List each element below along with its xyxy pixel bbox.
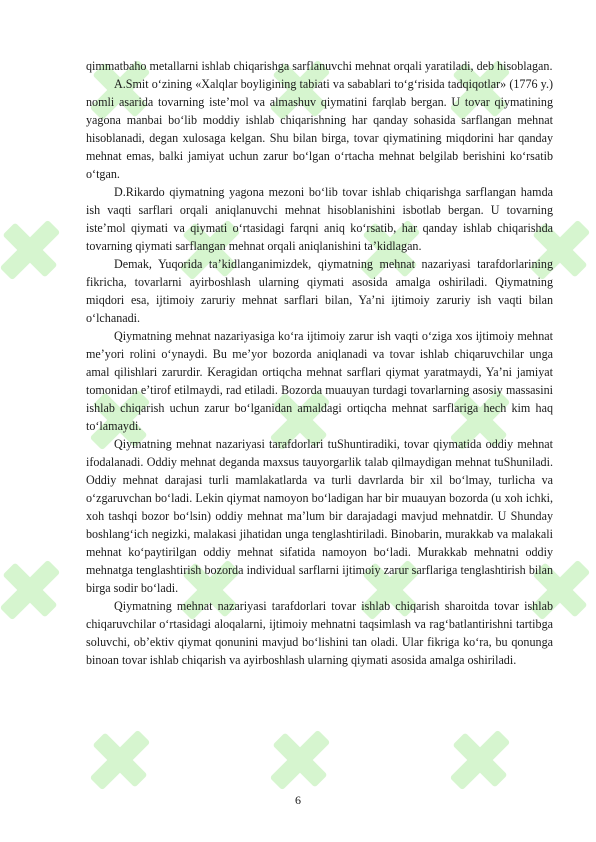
paragraph-2: A.Smit o‘zining «Xalqlar boyligining tabiati va sabablari to‘g‘risida tadqiqotlar» (1776 y.) nomli asarida tovarning iste’mol va almashuv qiymatini farqlab bergan. U tovar qiymatining yagona manbai bo‘lib moddiy ishlab chiqarishning har qanday sohasida sarflangan mehnat hisoblanadi, degan xulosaga kelgan. Shu bilan birga, tovar qiymatining miqdorini har qanday mehnat emas, balki jamiyat uchun zarur bo‘lgan o‘rtacha mehnat belgilab berishini ko‘rsatib o‘tgan. [86,77,553,181]
page-body [86,57,553,669]
watermark-mark [75,715,166,806]
paragraph-4: Demak, Yuqorida ta’kidlanganimizdek, qiymatning mehnat nazariyasi tarafdorlarining fikricha, tovarlarni ayirboshlash ularning qiymati asosida amalga oshiriladi. Qiymatning miqdori esa, ijtimoiy zaruriy mehnat sarflari bilan, Ya’ni ijtimoiy zaruriy ish vaqti bilan o‘lchanadi. [86,257,553,325]
page-number: 6 [295,793,301,807]
paragraph-7: Qiymatning mehnat nazariyasi tarafdorlari tovar ishlab chiqarish sharoitda tovar ishlab chiqaruvchilar o‘rtasidagi aloqalarni, ijtimoiy mehnatni taqsimlash va rag‘batlantirishni tartibga soluvchi, ob’ektiv qiymat qonunini mavjud bo‘lishini tan oladi. Ular fikriga ko‘ra, bu qonunga binoan tovar ishlab chiqarish va ayirboshlash ularning qiymati asosida amalga oshiriladi. [86,599,553,667]
watermark-mark [255,715,346,806]
paragraph-6: Qiymatning mehnat nazariyasi tarafdorlari tuShuntiradiki, tovar qiymatida oddiy mehnat ifodalanadi. Oddiy mehnat deganda maxsus tauyorgarlik talab qilmaydigan mehnat tuShuniladi. Oddiy mehnat darajasi turli mamlakatlarda va turli davrlarda bir xil bo‘lmay, turlicha va o‘zgaruvchan bo‘ladi. Lekin qiymat namoyon bo‘ladigan har bir muauyan bozorda (u xoh ichki, xoh tashqi bozor bo‘lsin) oddiy mehnat ma’lum bir darajadagi mavjud mehnatdir. U Shunday boshlang‘ich negizki, malakasi jihatidan unga tenglashtiriladi. Binobarin, murakkab va malakali mehnat ko‘paytirilgan oddiy mehnat sifatida namoyon bo‘ladi. Murakkab mehnatni oddiy mehnatga tenglashtirish bozorda individual sarflarni ijtimoiy zarur sarflariga tenglashtirish bilan birga sodir bo‘ladi. [86,437,553,595]
watermark-mark [0,545,75,636]
paragraph-1: qimmatbaho metallarni ishlab chiqarishga sarflanuvchi mehnat orqali yaratiladi, deb hisoblagan. [86,59,553,73]
watermark-mark [0,205,75,296]
paragraph-3: D.Rikardo qiymatning yagona mezoni bo‘lib tovar ishlab chiqarishga sarflangan hamda ish vaqti sarflari orqali aniqlanuvchi mehnat hisoblanishini isbotlab bergan. U tovarning iste’mol qiymati va qiymati o‘rtasidagi farqni aniq ko‘rsatib, har qanday ishlab chiqarishda tovarning qiymati sarflangan mehnat orqali aniqlanishini ta’kidlagan. [86,185,553,253]
paragraph-5: Qiymatning mehnat nazariyasiga ko‘ra ijtimoiy zarur ish vaqti o‘ziga xos ijtimoiy mehnat me’yori rolini o‘ynaydi. Bu me’yor bozorda aniqlanadi va tovar ishlab chiqaruvchilar unga amal qilishlari zarurdir. Keragidan ortiqcha mehnat sarflari qiymat yaratmaydi, Ya’ni jamiyat tomonidan e’tirof etilmaydi, rad etiladi. Bozorda muauyan turdagi tovarlarning asosiy massasini ishlab chiqarish uchun zarur bo‘lganidan amaldagi ortiqcha mehnat sarflariga hech kim haq to‘lamaydi. [86,329,553,433]
watermark-mark [435,715,526,806]
